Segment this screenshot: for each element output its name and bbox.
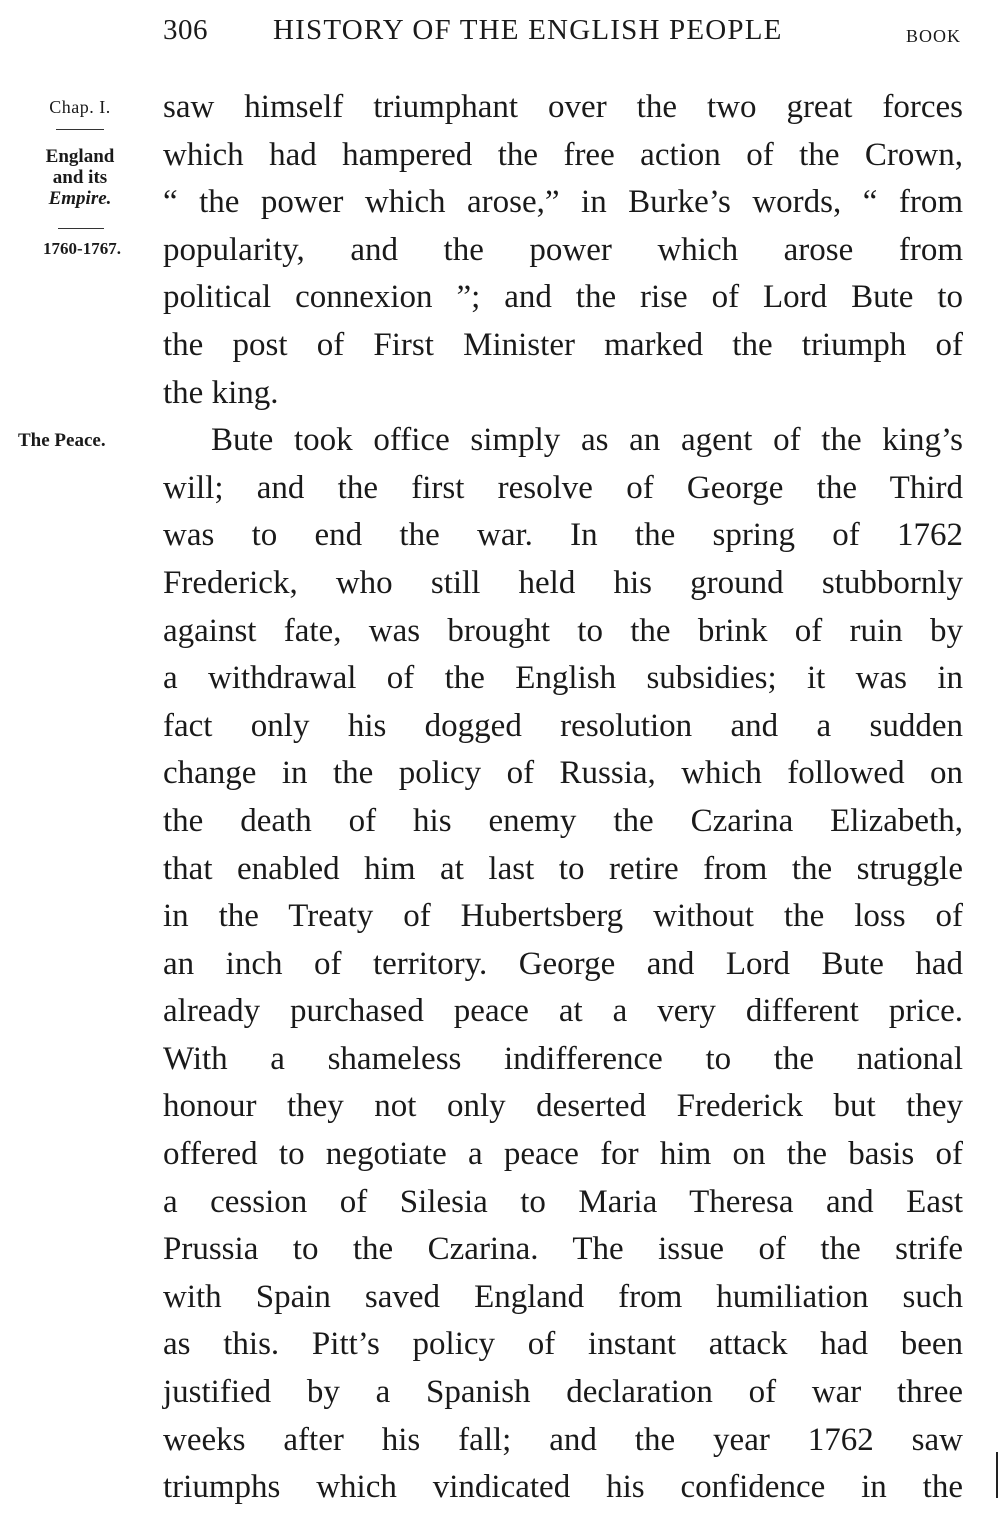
text-line: with Spain saved England from humiliation such (163, 1278, 963, 1315)
text-line: saw himself triumphant over the two great forces (163, 89, 963, 125)
text-line: in the Treaty of Hubertsberg without the loss of (163, 898, 963, 935)
running-title: HISTORY OF THE ENGLISH PEOPLE (273, 14, 783, 46)
text-line: offered to negotiate a peace for him on the basis of (163, 1136, 963, 1173)
margin-section-line3: Empire. (48, 188, 112, 209)
text-line: justified by a Spanish declaration of war three (163, 1374, 963, 1411)
text-line: popularity, and the power which arose from (163, 231, 963, 268)
text-line: triumphs which vindicated his confidence in the (163, 1469, 963, 1506)
text-line: weeks after his fall; and the year 1762 saw (163, 1421, 963, 1458)
text-line: against fate, was brought to the brink of ruin by (163, 612, 963, 649)
margin-rule (58, 228, 104, 229)
text-line: will; and the first resolve of George the Third (163, 469, 963, 506)
body-text (163, 84, 963, 1512)
margin-dates: 1760-1767. (43, 239, 121, 258)
text-line: With a shameless indifference to the national (163, 1040, 963, 1077)
text-line: was to end the war. In the spring of 1762 (163, 517, 963, 554)
text-line: the post of First Minister marked the triumph of (163, 326, 963, 363)
page-edge-mark (996, 1452, 998, 1498)
text-line: change in the policy of Russia, which followed on (163, 755, 963, 792)
text-line: honour they not only deserted Frederick but they (163, 1088, 963, 1125)
text-line: an inch of territory. George and Lord Bute had (163, 945, 963, 982)
text-line: which had hampered the free action of the Crown, (163, 136, 963, 173)
margin-subsection: The Peace. (18, 430, 106, 451)
text-line: political connexion ”; and the rise of Lord Bute to (163, 279, 963, 316)
running-header (163, 14, 963, 54)
text-line: a withdrawal of the English subsidies; it was in (163, 660, 963, 697)
margin-section-line1: England (45, 146, 115, 167)
text-line: a cession of Silesia to Maria Theresa and East (163, 1183, 963, 1220)
margin-rule (56, 129, 104, 130)
text-line: Frederick, who still held his ground stubbornly (163, 564, 963, 601)
book-label: BOOK (905, 26, 961, 46)
text-line: already purchased peace at a very different price. (163, 993, 963, 1030)
text-line: the death of his enemy the Czarina Elizabeth, (163, 802, 963, 839)
margin-chapter: Chap. I. (49, 97, 111, 117)
text-line: the king. (163, 374, 279, 411)
margin-section-line2: and its (52, 167, 108, 188)
text-line: that enabled him at last to retire from the struggle (163, 850, 963, 887)
text-line: Bute took office simply as an agent of the king’s (211, 422, 963, 459)
text-line: fact only his dogged resolution and a sudden (163, 707, 963, 744)
margin-section-note (28, 146, 132, 209)
text-line: as this. Pitt’s policy of instant attack had been (163, 1326, 963, 1363)
text-line: Prussia to the Czarina. The issue of the strife (163, 1231, 963, 1268)
text-line: “ the power which arose,” in Burke’s words, “ from (163, 184, 963, 221)
page-number: 306 (163, 14, 208, 46)
